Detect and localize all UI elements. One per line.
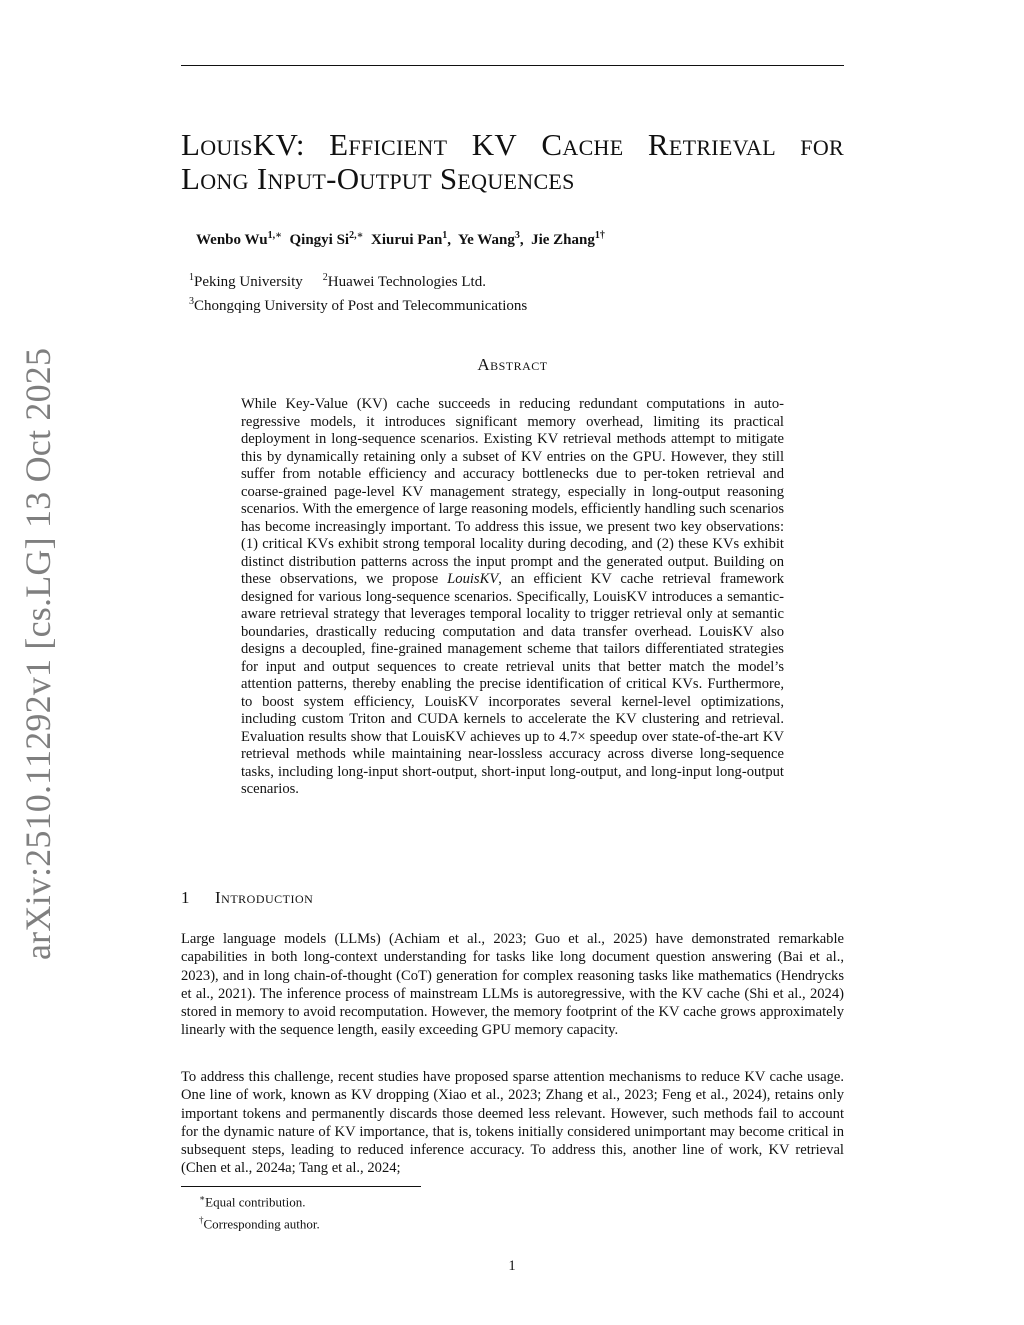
section-title: Introduction <box>215 888 314 907</box>
abstract-heading: Abstract <box>477 355 548 374</box>
title-line-1 <box>181 128 844 162</box>
page-number: 1 <box>508 1258 516 1274</box>
title-line-2: Long Input-Output Sequences <box>181 161 575 196</box>
author-mark: 1,∗ <box>267 230 282 241</box>
title-word: KV <box>471 127 518 162</box>
paper-title <box>181 128 844 196</box>
author-name: Jie Zhang <box>531 232 595 248</box>
footnotes <box>199 1189 320 1234</box>
author-name: Xiurui Pan <box>371 232 443 248</box>
footnote <box>199 1211 320 1233</box>
section-heading <box>181 888 313 908</box>
author-mark: 1 <box>442 230 448 241</box>
footnote-text: Corresponding author. <box>203 1216 320 1232</box>
footnote-rule <box>181 1186 421 1187</box>
body-paragraph: Large language models (LLMs) (Achiam et al., 2023; Guo et al., 2025) have demonstrated remarkable capabilities in both long-context understanding for tasks like long document question answering (Bai et al., 2023), and in long chain-of-thought (CoT) generation for complex reasoning tasks like mathematics (Hendrycks et al., 2021). The inference process of mainstream LLMs is autoregressive, with the KV cache (Shi et al., 2024) stored in memory to avoid recomputation. However, the memory footprint of the KV cache grows approximately linearly with the sequence length, easily exceeding GPU memory capacity. <box>181 931 844 1039</box>
title-word: Efficient <box>329 127 448 162</box>
abstract-text-part: , an efficient KV cache retrieval framework designed for various long-sequence scenarios. Specifically, LouisKV introduces a semantic-aware retrieval strategy that leverages temporal locality to trigger retrieval only at semantic boundaries, drastically reducing computation and data transfer overhead. LouisKV also designs a decoupled, fine-grained management scheme that tailors differentiated strategies for input and output sequences to create retrieval units that better match the model’s attention patterns, thereby enabling the precise identification of critical KVs. Furthermore, to boost system efficiency, LouisKV incorporates several kernel-level optimizations, including custom Triton and CUDA kernels to accelerate the KV clustering and retrieval. Evaluation results show that LouisKV achieves up to 4.7× speedup over state-of-the-art KV retrieval methods while maintaining near-lossless accuracy across diverse long-sequence tasks, including long-input short-output, short-input long-output, and long-input long-output scenarios. <box>241 571 784 797</box>
title-word: LouisKV: <box>181 127 305 162</box>
abstract-text <box>241 396 784 799</box>
author-name: Wenbo Wu <box>196 232 268 248</box>
affiliation-name: Peking University <box>194 274 303 290</box>
author-name: Ye Wang <box>458 232 515 248</box>
title-word: for <box>800 127 844 162</box>
affiliation-row <box>189 292 527 316</box>
title-word: Cache <box>541 127 624 162</box>
author-name: Qingyi Si <box>289 232 350 248</box>
affiliation-num: 2 <box>322 272 328 283</box>
affiliation-num: 1 <box>189 272 194 283</box>
affiliation-row <box>189 268 527 292</box>
method-name: LouisKV <box>447 571 499 587</box>
footnote-mark: ∗ <box>199 1193 206 1203</box>
footnote-text: Equal contribution. <box>205 1194 306 1210</box>
author-mark: 2,∗ <box>349 230 364 241</box>
section-number: 1 <box>181 888 190 907</box>
author-mark: 1† <box>594 230 605 241</box>
top-rule <box>181 65 844 66</box>
affiliation-name: Chongqing University of Post and Telecommunications <box>194 298 528 314</box>
body-paragraph: To address this challenge, recent studies have proposed sparse attention mechanisms to reduce KV cache usage. One line of work, known as KV dropping (Xiao et al., 2023; Zhang et al., 2023; Feng et al., 2024), retains only important tokens and permanently discards those deemed less relevant. However, such methods fail to account for the dynamic nature of KV importance, that is, tokens initially considered unimportant may become critical in subsequent steps, leading to reduced inference accuracy. To address this, another line of work, KV retrieval (Chen et al., 2024a; Tang et al., 2024; <box>181 1069 844 1177</box>
affiliation-num: 3 <box>189 296 194 307</box>
arxiv-identifier: arXiv:2510.11292v1 [cs.LG] 13 Oct 2025 <box>18 347 58 960</box>
title-word: Retrieval <box>647 127 776 162</box>
abstract-text-part: While Key-Value (KV) cache succeeds in reducing redundant computations in auto-regressive models, it introduces significant memory overhead, limiting its practical deployment in long-sequence scenarios. Existing KV retrieval methods attempt to mitigate this by dynamically retaining only a subset of KV entries on the GPU. However, they still suffer from notable efficiency and accuracy bottlenecks due to per-token retrieval and coarse-grained page-level KV management strategy, especially in long-output reasoning scenarios. With the emergence of large reasoning models, efficiently handling such scenarios has become increasingly important. To address this issue, we present two key observations: (1) critical KVs exhibit strong temporal locality during decoding, and (2) these KVs exhibit distinct distribution patterns across the input prompt and the generated output. Building on these observations, we propose <box>241 396 784 587</box>
footnote-mark: † <box>199 1215 204 1226</box>
author-list: Wenbo $Wu^{1,∗}$ Qingyi $Si^{2,∗}$ Xiurui Pan$^1$, Ye Wang$^3$, Jie Zhang$^{1\dagger}$ <box>196 230 605 248</box>
affiliations <box>189 268 527 316</box>
author-mark: 3 <box>514 230 520 241</box>
footnote <box>199 1189 320 1211</box>
affiliation-name: Huawei Technologies Ltd. <box>327 274 486 290</box>
